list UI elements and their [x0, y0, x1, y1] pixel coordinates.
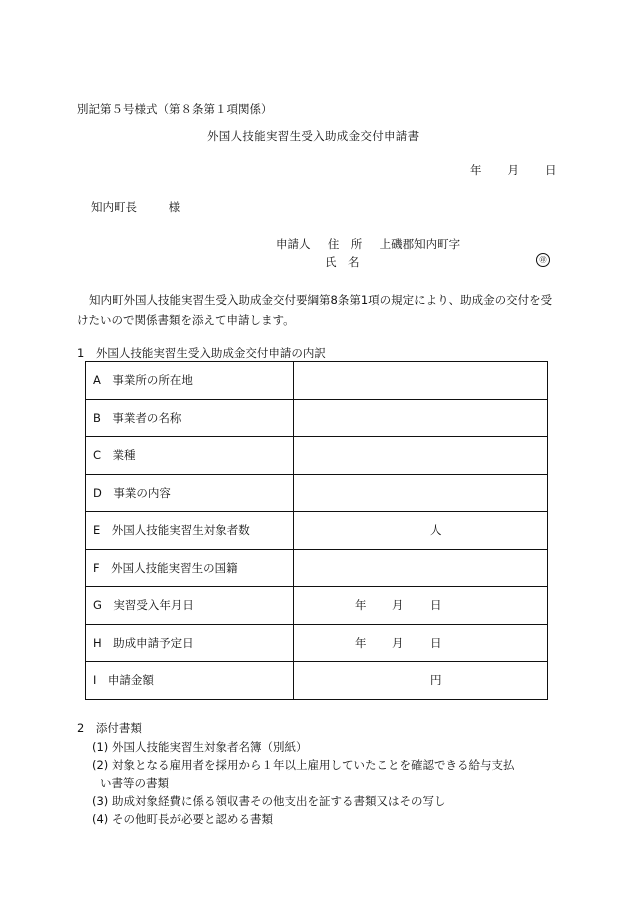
breakdown-table: [85, 361, 548, 700]
row-value-field[interactable]: [294, 437, 548, 475]
date-day: 日: [545, 163, 557, 177]
attachment-item: (2) 対象となる雇用者を採用から１年以上雇用していたことを確認できる給与支払: [92, 758, 515, 772]
date-line: [470, 162, 557, 178]
section1-heading: 1 外国人技能実習生受入助成金交付申請の内訳: [77, 346, 326, 360]
table-row: [86, 437, 548, 475]
document-title: 外国人技能実習生受入助成金交付申請書: [207, 129, 420, 143]
table-row: [86, 587, 548, 625]
addressee-name: 知内町長: [91, 200, 137, 214]
row-label: H 助成申請予定日: [86, 624, 294, 662]
unit-persons: 人: [430, 523, 442, 538]
applicant-address-line: [276, 236, 460, 252]
row-label: D 事業の内容: [86, 474, 294, 512]
attachment-item: (4) その他町長が必要と認める書類: [92, 812, 273, 826]
unit-year: 年: [355, 598, 367, 613]
row-label: E 外国人技能実習生対象者数: [86, 512, 294, 550]
row-value-field[interactable]: [294, 512, 548, 550]
row-value-field[interactable]: [294, 362, 548, 400]
row-label: B 事業者の名称: [86, 399, 294, 437]
address-label: 住 所: [327, 237, 363, 251]
seal-mark: ㊞: [536, 253, 550, 267]
table-row: [86, 624, 548, 662]
table-row: [86, 474, 548, 512]
unit-day: 日: [430, 598, 442, 613]
row-value-field[interactable]: [294, 624, 548, 662]
name-label: 氏 名: [325, 255, 360, 269]
section2-heading: 2 添付書類: [77, 721, 142, 735]
table-row: [86, 399, 548, 437]
table-row: [86, 662, 548, 700]
row-label: G 実習受入年月日: [86, 587, 294, 625]
row-label: C 業種: [86, 437, 294, 475]
addressee: [91, 199, 180, 215]
unit-month: 月: [392, 635, 404, 650]
date-month: 月: [507, 163, 519, 177]
addressee-honorific: 様: [168, 200, 181, 214]
date-year: 年: [470, 163, 482, 177]
address-value: 上磯郡知内町字: [379, 237, 461, 251]
attachment-item-continuation: い書等の書類: [100, 776, 169, 790]
table-row: [86, 512, 548, 550]
form-label: 別記第５号様式（第８条第１項関係）: [77, 102, 273, 116]
row-value-field[interactable]: [294, 399, 548, 437]
row-value-field[interactable]: [294, 662, 548, 700]
table-row: [86, 549, 548, 587]
unit-month: 月: [392, 598, 404, 613]
row-label: I 申請金額: [86, 662, 294, 700]
row-label: F 外国人技能実習生の国籍: [86, 549, 294, 587]
attachment-item: (1) 外国人技能実習生対象者名簿（別紙）: [92, 740, 308, 754]
row-label: A 事業所の所在地: [86, 362, 294, 400]
unit-day: 日: [430, 635, 442, 650]
attachment-item: (3) 助成対象経費に係る領収書その他支出を証する書類又はその写し: [92, 794, 446, 808]
unit-year: 年: [355, 635, 367, 650]
row-value-field[interactable]: [294, 474, 548, 512]
body-text: 知内町外国人技能実習生受入助成金交付要綱第8条第1項の規定により、助成金の交付を受けたいので関係書類を添えて申請します。: [77, 293, 553, 327]
applicant-label: 申請人: [276, 237, 311, 251]
table-row: [86, 362, 548, 400]
unit-yen: 円: [430, 673, 442, 688]
row-value-field[interactable]: [294, 587, 548, 625]
row-value-field[interactable]: [294, 549, 548, 587]
